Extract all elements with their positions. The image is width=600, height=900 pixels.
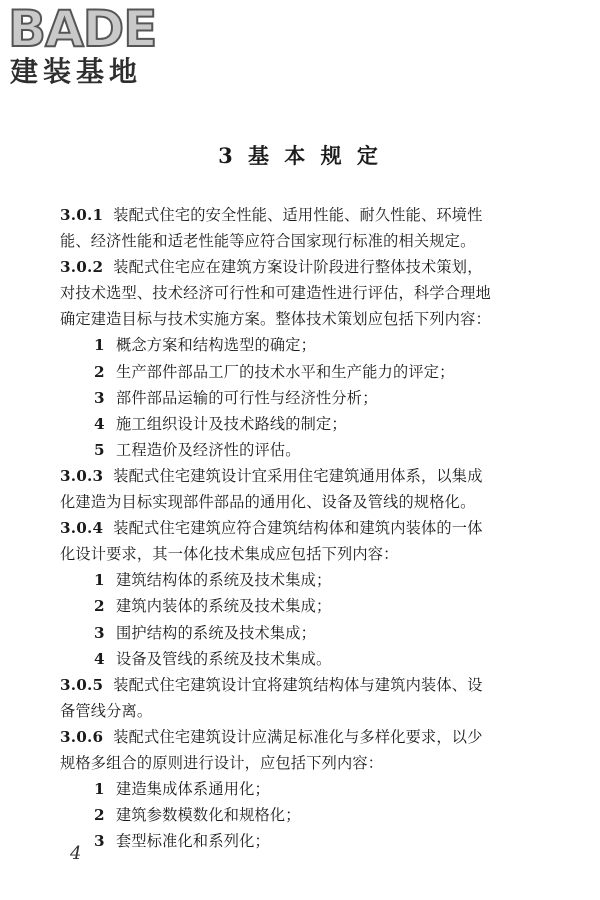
page-number: 4 [70,843,82,864]
clause [60,463,550,515]
clause-number: 3.0.1 [60,206,104,224]
list-item-number: 3 [94,623,105,642]
clause-text: 装配式住宅建筑应符合建筑结构体和建筑内装体的一体 [113,519,483,538]
clause-first-line [60,724,550,750]
list-item-text: 建筑参数模数化和规格化； [116,806,301,825]
list-item-number: 4 [94,649,105,668]
list-item [60,411,550,437]
clause-first-line [60,672,550,698]
list-item [60,332,550,358]
list-item-number: 2 [94,806,105,825]
list-item-text: 概念方案和结构选型的确定； [116,336,317,355]
clause [60,254,550,463]
list-item-text: 套型标准化和系列化； [116,832,270,851]
clause-first-line [60,254,550,280]
clause-first-line [60,515,550,541]
clause-number: 3.0.6 [60,727,104,746]
list-item-text: 围护结构的系统及技术集成； [116,623,317,642]
list-item-text: 建造集成体系通用化； [116,780,270,799]
clause-continuation-line: 确定建造目标与技术实施方案。整体技术策划应包括下列内容： [60,310,491,329]
list-item-text: 工程造价及经济性的评估。 [116,440,301,459]
list-item-text: 建筑内装体的系统及技术集成； [116,597,332,616]
list-item [60,646,550,672]
document-body [60,202,550,854]
list-item [60,593,550,619]
list-item-number: 1 [94,780,105,799]
clause-continuation-line: 对技术选型、技术经济可行性和可建造性进行评估，科学合理地 [60,284,491,303]
clause-continuation-line: 能、经济性能和适老性能等应符合国家现行标准的相关规定。 [60,232,476,251]
clause-number: 3.0.5 [60,675,104,694]
clause [60,672,550,724]
clause-text: 装配式住宅建筑设计宜将建筑结构体与建筑内装体、设 [113,675,483,694]
clause-number: 3.0.4 [60,519,104,538]
logo-subtitle: 建装基地 [10,55,143,88]
clause-first-line [60,463,550,489]
list-item [60,776,550,802]
list-item [60,620,550,646]
clause-number: 3.0.2 [60,258,104,277]
clause-text: 装配式住宅建筑设计应满足标准化与多样化要求，以少 [113,727,483,746]
list-item [60,828,550,854]
list-item [60,802,550,828]
clause [60,202,550,254]
list-item-text: 施工组织设计及技术路线的制定； [116,414,347,433]
list-item-number: 5 [94,440,105,459]
chapter-title: 3 基 本 规 定 [218,143,382,168]
list-item-number: 3 [94,832,105,851]
clause-text: 装配式住宅建筑设计宜采用住宅建筑通用体系，以集成 [113,466,483,485]
clause-continuation-line: 化设计要求，其一体化技术集成应包括下列内容： [60,545,399,564]
list-item [60,359,550,385]
logo-wordmark: BADE [8,0,157,58]
brand-logo [6,2,196,92]
list-item-number: 4 [94,414,105,433]
clause-text: 装配式住宅的安全性能、适用性能、耐久性能、环境性 [113,206,483,224]
list-item-number: 1 [94,336,105,355]
clause-number: 3.0.3 [60,466,104,485]
list-item [60,437,550,463]
list-item-text: 建筑结构体的系统及技术集成； [116,571,332,590]
clause-first-line [60,202,550,228]
clause [60,515,550,672]
clause-continuation-line: 备管线分离。 [60,701,153,720]
list-item-number: 3 [94,388,105,407]
clause-continuation-line: 规格多组合的原则进行设计，应包括下列内容： [60,753,384,772]
clause-continuation-line: 化建造为目标实现部件部品的通用化、设备及管线的规格化。 [60,493,476,512]
list-item-number: 1 [94,571,105,590]
list-item-number: 2 [94,362,105,381]
list-item [60,567,550,593]
clause-text: 装配式住宅应在建筑方案设计阶段进行整体技术策划， [113,258,483,277]
list-item [60,385,550,411]
list-item-text: 设备及管线的系统及技术集成。 [116,649,332,668]
list-item-number: 2 [94,597,105,616]
list-item-text: 生产部件部品工厂的技术水平和生产能力的评定； [116,362,455,381]
clause [60,724,550,854]
list-item-text: 部件部品运输的可行性与经济性分析； [116,388,378,407]
